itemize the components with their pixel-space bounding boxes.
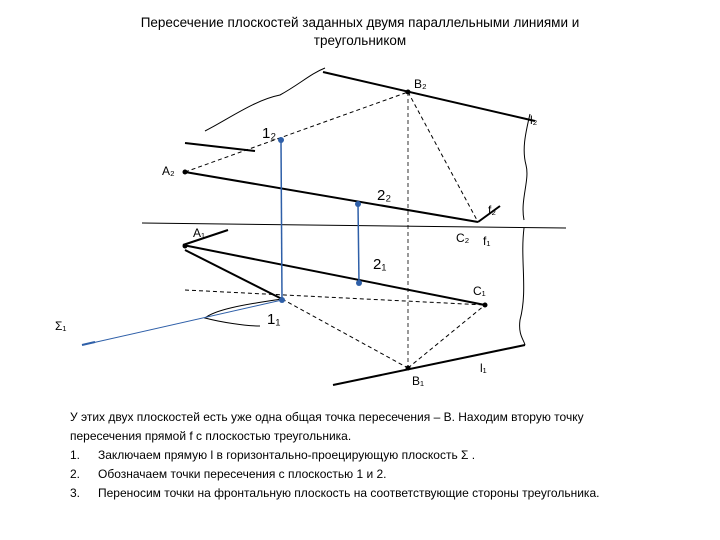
step-item (70, 465, 690, 484)
label-sigma1: Σ₁ (55, 319, 67, 333)
step-item (70, 446, 690, 465)
title-line-1: Пересечение плоскостей заданных двумя параллельными линиями и (140, 15, 580, 30)
step-text: Заключаем прямую l в горизонтально-проецирующую плоскость Σ . (98, 448, 476, 462)
triangle-a2-b2 (185, 92, 408, 172)
point-c1 (483, 303, 488, 308)
plane-sigma-trace (92, 300, 282, 343)
label-2-1: 2₁ (373, 256, 387, 273)
intro-line-2: пересечения прямой f с плоскостью треугольника. (70, 429, 352, 443)
point-a2 (183, 170, 188, 175)
intro-line-1: У этих двух плоскостей есть уже одна общая точка пересечения – B. Находим вторую точку (70, 410, 584, 424)
step-number: 3. (70, 486, 81, 500)
label-c1: C₁ (473, 284, 486, 298)
point-b2 (406, 90, 411, 95)
projection-2 (358, 204, 359, 283)
projection-1 (281, 140, 282, 300)
step-text: Обозначаем точки пересечения с плоскостью 1 и 2. (98, 467, 387, 481)
triangle-b2-c2 (408, 92, 478, 222)
axis-x12 (142, 223, 566, 228)
triangle-seg-lower (282, 299, 408, 368)
triangle-b1-c1 (408, 305, 485, 368)
step-item (70, 484, 690, 503)
line-l2-lower (185, 143, 255, 151)
label-f1: f₁ (483, 234, 491, 248)
plane-edge-bottom-right (520, 228, 525, 345)
triangle-a2-c2 (185, 172, 478, 222)
step-number: 2. (70, 467, 81, 481)
label-l1: l₁ (480, 361, 487, 375)
plane-edge-right (523, 114, 530, 220)
point-b1 (406, 366, 411, 371)
triangle-a1-c1-lower (185, 290, 485, 305)
label-2-2: 2₂ (377, 187, 392, 204)
line-a1-upper-ext (183, 230, 228, 245)
explanation-text (70, 408, 690, 503)
line-a1-upper (183, 245, 485, 305)
plane-sigma-trace-end (82, 342, 95, 345)
label-1-2: 1₂ (262, 125, 277, 142)
label-b2: B₂ (414, 77, 427, 91)
point-1-1 (279, 297, 285, 303)
label-b1: B₁ (412, 374, 425, 388)
line-l1 (333, 345, 525, 385)
line-l2-upper (323, 72, 535, 121)
point-a1 (183, 244, 188, 249)
label-l2: l₂ (530, 113, 538, 127)
label-a1: A₁ (193, 226, 206, 240)
label-c2: C₂ (456, 231, 470, 245)
plane-edge-top (205, 68, 325, 131)
label-f2: f₂ (488, 203, 496, 217)
step-text: Переносим точки на фронтальную плоскость на соответствующие стороны треугольника. (98, 486, 600, 500)
point-2-1 (356, 280, 362, 286)
step-number: 1. (70, 448, 81, 462)
label-a2: A₂ (162, 164, 175, 178)
label-1-1: 1₁ (267, 311, 281, 328)
triangle-a1-b1 (185, 250, 282, 299)
title-line-2: треугольником (313, 33, 407, 48)
